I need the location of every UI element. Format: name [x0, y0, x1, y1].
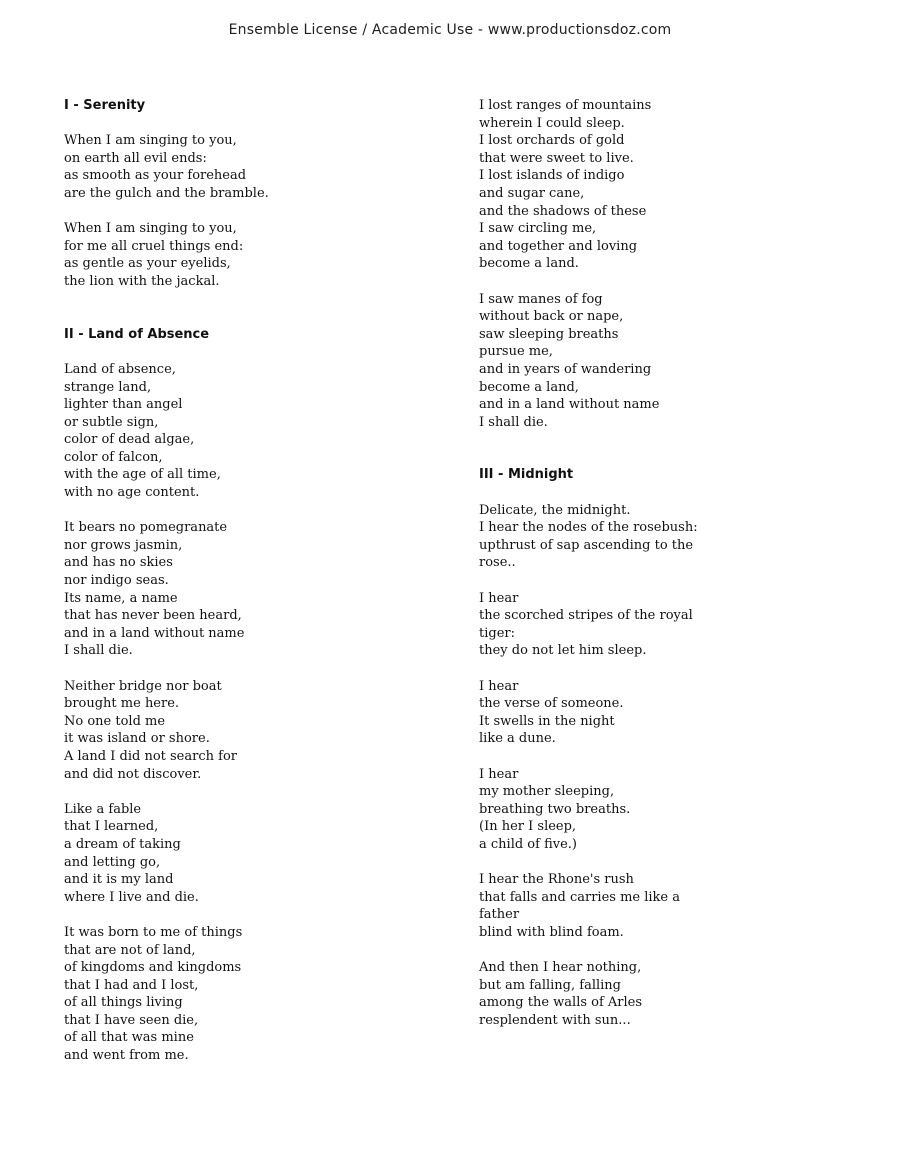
stanza-gap [479, 660, 859, 678]
poem-line: I lost islands of indigo [479, 168, 625, 184]
stanza-gap [64, 115, 444, 133]
poem-line: without back or nape, [479, 309, 624, 325]
poem-line: And then I hear nothing, [479, 960, 642, 976]
poem-line: and in years of wandering [479, 361, 652, 377]
poem-line: are the gulch and the bramble. [64, 185, 269, 201]
poem-line: for me all cruel things end: [64, 238, 244, 254]
poem-line: I lost orchards of gold [479, 133, 625, 149]
stanza-gap [479, 484, 859, 502]
stanza-gap [479, 748, 859, 766]
poem-line: and sugar cane, [479, 185, 585, 201]
stanza-gap [64, 906, 444, 924]
poem-line: and it is my land [64, 872, 174, 888]
poem-line: it was island or shore. [64, 731, 210, 747]
poem-line: color of falcon, [64, 449, 163, 465]
poem-line: with the age of all time, [64, 467, 221, 483]
page-header: Ensemble License / Academic Use - www.productionsdoz.com [228, 22, 672, 38]
poem-line: where I live and die. [64, 889, 199, 905]
poem-line: the scorched stripes of the royal [479, 608, 693, 624]
poem-line: but am falling, falling [479, 977, 621, 993]
poem-line: A land I did not search for [64, 748, 237, 764]
poem-line: No one told me [64, 713, 166, 729]
poem-line: I hear [479, 678, 519, 694]
poem-line: that were sweet to live. [479, 150, 634, 166]
poem-line: color of dead algae, [64, 432, 195, 448]
poem-line: It swells in the night [479, 713, 615, 729]
poem-line: pursue me, [479, 344, 553, 360]
stanza-gap [479, 942, 859, 960]
stanza-gap [64, 203, 444, 221]
poem-line: become a land, [479, 379, 579, 395]
poem-line: and did not discover. [64, 766, 202, 782]
poem-line: I saw circling me, [479, 221, 597, 237]
poem-line: as smooth as your forehead [64, 168, 247, 184]
poem-line: nor indigo seas. [64, 573, 169, 589]
poem-line: upthrust of sap ascending to the [479, 537, 694, 553]
poem-line: lighter than angel [64, 397, 183, 413]
stanza-gap [64, 343, 444, 361]
poem-line: I hear the Rhone's rush [479, 872, 634, 888]
poem-line: When I am singing to you, [64, 221, 237, 237]
poem-line: that I have seen die, [64, 1012, 199, 1028]
poem-line: resplendent with sun... [479, 1012, 631, 1028]
poem-line: a child of five.) [479, 836, 577, 852]
poem-line: with no age content. [64, 485, 200, 501]
poem-line: I shall die. [479, 414, 548, 430]
poem-line: the verse of someone. [479, 696, 624, 712]
poem-line: that falls and carries me like a [479, 889, 680, 905]
poem-line: I lost ranges of mountains [479, 98, 652, 113]
poem-line: that I had and I lost, [64, 977, 199, 993]
poem-line: my mother sleeping, [479, 784, 615, 800]
poem-line: and together and loving [479, 238, 638, 254]
poem-line: become a land. [479, 256, 579, 272]
stanza-gap [479, 572, 859, 590]
poem-line: and the shadows of these [479, 203, 647, 219]
stanza-gap [479, 431, 859, 466]
section-title: III - Midnight [479, 467, 574, 483]
poem-line: on earth all evil ends: [64, 150, 207, 166]
section-title: II - Land of Absence [64, 326, 210, 342]
poem-line: Delicate, the midnight. [479, 502, 631, 518]
poem-line: Like a fable [64, 801, 142, 817]
poem-line: Neither bridge nor boat [64, 678, 222, 694]
stanza-gap [64, 783, 444, 801]
poem-line: of all that was mine [64, 1030, 194, 1046]
poem-line: strange land, [64, 379, 152, 395]
poem-line: Land of absence, [64, 361, 176, 377]
poem-line: the lion with the jackal. [64, 273, 220, 289]
poem-line: nor grows jasmin, [64, 537, 183, 553]
poem-line: It was born to me of things [64, 924, 243, 940]
poem-line: wherein I could sleep. [479, 115, 625, 131]
poem-line: I hear [479, 766, 519, 782]
poem-line: they do not let him sleep. [479, 643, 647, 659]
poem-line: tiger: [479, 625, 515, 641]
poem-line: (In her I sleep, [479, 819, 577, 835]
poem-line: a dream of taking [64, 836, 181, 852]
poem-line: like a dune. [479, 731, 556, 747]
right-column [479, 97, 859, 1029]
poem-line: of all things living [64, 995, 183, 1011]
poem-line: that has never been heard, [64, 608, 242, 624]
stanza-gap [479, 273, 859, 291]
poem-line: of kingdoms and kingdoms [64, 960, 242, 976]
section-title: I - Serenity [64, 98, 146, 113]
poem-line: Its name, a name [64, 590, 178, 606]
stanza-gap [64, 660, 444, 678]
poem-line: as gentle as your eyelids, [64, 256, 231, 272]
poem-line: among the walls of Arles [479, 995, 643, 1011]
poem-line: and in a land without name [64, 625, 245, 641]
poem-line: and has no skies [64, 555, 173, 571]
poem-line: I shall die. [64, 643, 133, 659]
poem-line: blind with blind foam. [479, 924, 624, 940]
poem-line: It bears no pomegranate [64, 520, 228, 536]
poem-line: I saw manes of fog [479, 291, 603, 307]
poem-line: saw sleeping breaths [479, 326, 619, 342]
poem-line: I hear the nodes of the rosebush: [479, 520, 698, 536]
poem-line: brought me here. [64, 696, 180, 712]
poem-line: When I am singing to you, [64, 133, 237, 149]
poem-line: that I learned, [64, 819, 159, 835]
poem-line: and letting go, [64, 854, 161, 870]
left-column [64, 97, 444, 1065]
poem-line: breathing two breaths. [479, 801, 631, 817]
stanza-gap [479, 854, 859, 872]
poem-line: and went from me. [64, 1048, 189, 1064]
poem-line: I hear [479, 590, 519, 606]
poem-line: and in a land without name [479, 397, 660, 413]
poem-line: rose.. [479, 555, 516, 571]
poem-line: father [479, 907, 520, 923]
poem-line: that are not of land, [64, 942, 196, 958]
stanza-gap [64, 502, 444, 520]
stanza-gap [64, 291, 444, 326]
poem-line: or subtle sign, [64, 414, 159, 430]
